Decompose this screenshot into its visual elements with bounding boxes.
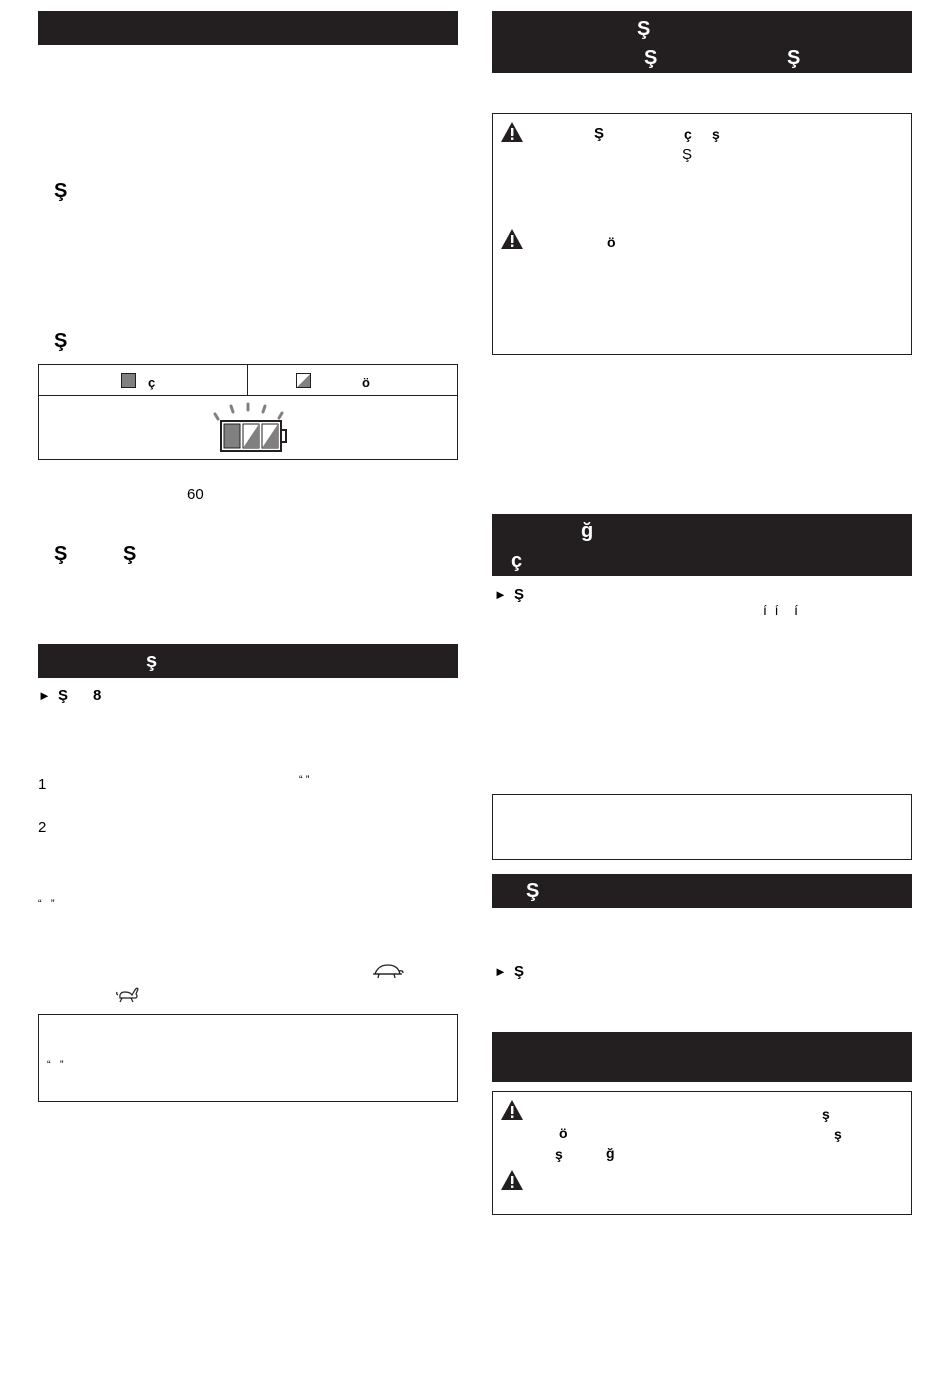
right-section-header [492, 514, 912, 576]
left-header-bar [38, 11, 458, 45]
header-glyph: Ş [526, 880, 540, 902]
quote-marks: “ ” [38, 898, 55, 910]
value-60: 60 [187, 486, 204, 503]
reference-figure-label: Ş [514, 586, 525, 603]
warning-glyph: ş [712, 126, 720, 142]
warning-glyph: ö [559, 1125, 568, 1141]
step-number-1: 1 [38, 776, 47, 793]
rabbit-icon [116, 984, 140, 1004]
right-header-bar [492, 11, 912, 73]
reference-figure-label: Ş [514, 963, 525, 980]
reference-figure-label: Ş [58, 687, 69, 704]
left-section-header [38, 644, 458, 678]
step-number-2: 2 [38, 819, 47, 836]
battery-blinking-icon [209, 401, 289, 457]
filled-square-icon [121, 373, 136, 388]
reference-figure-number: 8 [93, 687, 102, 704]
note-box [38, 1014, 458, 1102]
warning-glyph: ş [555, 1146, 563, 1162]
table-header-divider [39, 395, 457, 396]
half-filled-square-icon [296, 373, 311, 388]
header-glyph: Ş [787, 47, 801, 69]
glyph-s: Ş [54, 330, 68, 352]
reference-arrow: ► [38, 688, 51, 703]
column-label-blinking: ö [362, 375, 370, 390]
right-section4-header [492, 1032, 912, 1082]
warning-box [492, 113, 912, 355]
warning-triangle-icon [500, 1169, 524, 1191]
warning-glyph: ş [834, 1126, 842, 1142]
warning-glyph: ş [822, 1106, 830, 1122]
glyph-s: Ş [123, 543, 137, 565]
turtle-icon [372, 962, 404, 980]
accent-marks: í í í [763, 602, 799, 618]
warning-glyph: ö [607, 234, 616, 250]
warning-glyph: ğ [606, 1145, 615, 1161]
warning-triangle-icon [500, 1099, 524, 1121]
warning-glyph: Ş [594, 125, 605, 142]
section-title: ş [146, 650, 158, 672]
reference-arrow: ► [494, 964, 507, 979]
warning-glyph: Ş [682, 146, 693, 163]
header-glyph: Ş [637, 18, 651, 40]
battery-indicator-table [38, 364, 458, 460]
quote-marks: “ ” [47, 1059, 64, 1071]
warning-triangle-icon [500, 228, 524, 250]
column-label-charged: ç [148, 375, 156, 390]
header-glyph: ğ [581, 520, 594, 542]
note-box [492, 794, 912, 860]
right-section3-header [492, 874, 912, 908]
warning-box [492, 1091, 912, 1215]
warning-glyph: ç [684, 126, 692, 142]
table-column-divider [247, 365, 248, 395]
header-glyph: Ş [644, 47, 658, 69]
quote-marks: “ ” [299, 774, 310, 786]
glyph-s: Ş [54, 543, 68, 565]
glyph-s: Ş [54, 180, 68, 202]
reference-arrow: ► [494, 587, 507, 602]
header-glyph: ç [511, 550, 523, 572]
warning-triangle-icon [500, 121, 524, 143]
